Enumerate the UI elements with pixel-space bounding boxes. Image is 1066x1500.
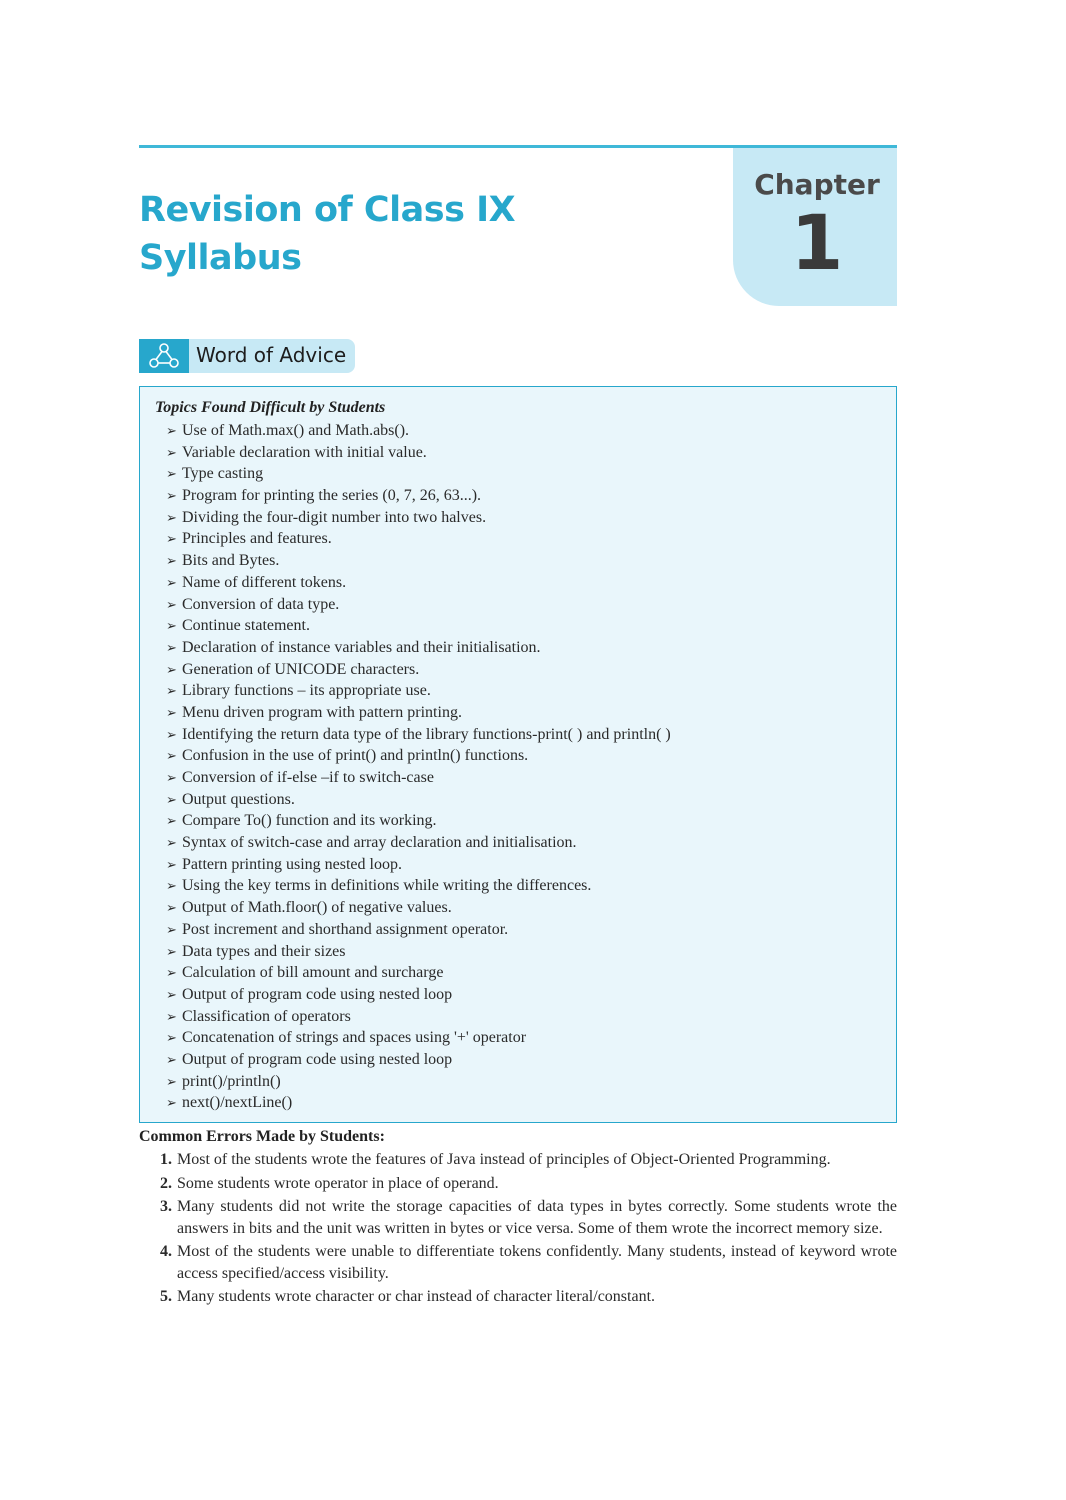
word-of-advice-header <box>139 339 355 373</box>
topic-item <box>166 507 671 529</box>
network-nodes-icon <box>139 339 189 373</box>
arrow-bullet-icon: ➢ <box>166 1073 177 1089</box>
topic-text: Type casting <box>182 465 264 483</box>
topic-item <box>166 962 671 984</box>
topic-item <box>166 680 671 702</box>
topic-text: Pattern printing using nested loop. <box>182 855 402 873</box>
topic-text: Declaration of instance variables and their initialisation. <box>182 638 541 656</box>
topic-text: next()/nextLine() <box>182 1094 293 1112</box>
arrow-bullet-icon: ➢ <box>166 661 177 677</box>
arrow-bullet-icon: ➢ <box>166 1051 177 1067</box>
arrow-bullet-icon: ➢ <box>166 986 177 1002</box>
topic-item <box>166 659 671 681</box>
topic-text: Output questions. <box>182 790 295 808</box>
topic-text: Menu driven program with pattern printing. <box>182 703 462 721</box>
topic-item <box>166 528 671 550</box>
error-text: Most of the students wrote the features of Java instead of principles of Object-Oriented Programming. <box>177 1151 831 1168</box>
arrow-bullet-icon: ➢ <box>166 553 177 569</box>
arrow-bullet-icon: ➢ <box>166 618 177 634</box>
chapter-title-line-1: Revision of Class IX <box>139 190 516 230</box>
error-number: 3. <box>160 1198 172 1215</box>
topic-text: Conversion of if-else –if to switch-case <box>182 769 434 786</box>
arrow-bullet-icon: ➢ <box>166 423 177 438</box>
error-text: Many students wrote character or char instead of character literal/constant. <box>177 1288 656 1305</box>
topic-item <box>166 745 671 767</box>
error-number: 1. <box>160 1151 172 1168</box>
topic-item <box>166 1049 671 1071</box>
error-item <box>160 1149 897 1171</box>
topic-item <box>166 810 671 832</box>
topic-item <box>166 832 671 854</box>
topic-text: Principles and features. <box>182 530 332 548</box>
topic-text: Output of Math.floor() of negative values. <box>182 899 452 917</box>
topic-item <box>166 941 671 963</box>
error-item <box>160 1241 897 1284</box>
topic-text: Compare To() function and its working. <box>182 812 437 830</box>
arrow-bullet-icon: ➢ <box>166 965 177 981</box>
topic-item <box>166 550 671 572</box>
arrow-bullet-icon: ➢ <box>166 791 177 807</box>
arrow-bullet-icon: ➢ <box>166 748 177 764</box>
topic-item <box>166 442 671 464</box>
error-text: Many students did not write the storage capacities of data types in bytes correctly. Some students wrote the answers in bits and the unit was written in bytes or vice versa. Some of them wrote the incorrect memory size. <box>177 1198 897 1237</box>
topic-text: Generation of UNICODE characters. <box>182 660 420 678</box>
topic-text: Output of program code using nested loop <box>182 985 453 1003</box>
arrow-bullet-icon: ➢ <box>166 466 177 482</box>
arrow-bullet-icon: ➢ <box>166 639 177 655</box>
topic-item <box>166 984 671 1006</box>
topic-text: Concatenation of strings and spaces using '+' operator <box>182 1029 527 1047</box>
topic-item <box>166 420 671 442</box>
topic-item <box>166 789 671 811</box>
error-text: Some students wrote operator in place of operand. <box>177 1174 499 1192</box>
arrow-bullet-icon: ➢ <box>166 531 177 547</box>
arrow-bullet-icon: ➢ <box>166 1008 177 1024</box>
error-text: Most of the students were unable to differentiate tokens confidently. Many students, instead of keyword wrote access specified/access visibility. <box>177 1243 897 1282</box>
chapter-badge <box>733 148 897 306</box>
error-number: 5. <box>160 1288 172 1305</box>
topic-text: Using the key terms in definitions while writing the differences. <box>182 877 592 895</box>
topic-item <box>166 724 671 746</box>
topic-item <box>166 919 671 941</box>
topic-text: Calculation of bill amount and surcharge <box>182 964 444 982</box>
arrow-bullet-icon: ➢ <box>166 596 177 612</box>
chapter-number: 1 <box>790 198 844 287</box>
error-number: 2. <box>160 1174 172 1192</box>
error-item <box>160 1286 897 1308</box>
arrow-bullet-icon: ➢ <box>166 1095 177 1111</box>
topic-text: Use of Math.max() and Math.abs(). <box>182 422 410 439</box>
topic-text: Classification of operators <box>182 1007 351 1025</box>
errors-list <box>160 1149 897 1310</box>
arrow-bullet-icon: ➢ <box>166 488 177 504</box>
topic-text: Syntax of switch-case and array declaration and initialisation. <box>182 834 577 852</box>
arrow-bullet-icon: ➢ <box>166 574 177 590</box>
topics-list <box>166 420 671 1114</box>
topic-text: Data types and their sizes <box>182 942 346 960</box>
error-item <box>160 1173 897 1195</box>
error-number: 4. <box>160 1243 172 1260</box>
arrow-bullet-icon: ➢ <box>166 726 177 742</box>
topic-text: Identifying the return data type of the library functions-print( ) and println( ) <box>182 725 671 743</box>
arrow-bullet-icon: ➢ <box>166 813 177 829</box>
topic-item <box>166 615 671 637</box>
topic-item <box>166 463 671 485</box>
arrow-bullet-icon: ➢ <box>166 878 177 894</box>
topic-item <box>166 594 671 616</box>
topic-text: Confusion in the use of print() and println() functions. <box>182 747 529 765</box>
topics-heading: Topics Found Difficult by Students <box>155 399 386 416</box>
arrow-bullet-icon: ➢ <box>166 770 177 785</box>
chapter-label: Chapter <box>754 168 880 201</box>
topic-text: Output of program code using nested loop <box>182 1050 453 1068</box>
arrow-bullet-icon: ➢ <box>166 704 177 720</box>
topic-text: Conversion of data type. <box>182 595 340 613</box>
topic-text: Dividing the four-digit number into two halves. <box>182 508 487 526</box>
arrow-bullet-icon: ➢ <box>166 444 177 460</box>
topic-item <box>166 897 671 919</box>
arrow-bullet-icon: ➢ <box>166 835 177 851</box>
topic-text: Name of different tokens. <box>182 573 347 591</box>
topic-text: Library functions – its appropriate use. <box>182 682 431 700</box>
arrow-bullet-icon: ➢ <box>166 856 177 872</box>
topic-item <box>166 1027 671 1049</box>
topic-item <box>166 637 671 659</box>
topic-text: Continue statement. <box>182 617 310 635</box>
arrow-bullet-icon: ➢ <box>166 683 177 699</box>
topic-item <box>166 572 671 594</box>
chapter-title <box>139 186 659 282</box>
topic-item <box>166 1071 671 1093</box>
arrow-bullet-icon: ➢ <box>166 1030 177 1046</box>
topic-item <box>166 702 671 724</box>
topic-text: Post increment and shorthand assignment operator. <box>182 920 509 938</box>
topic-text: Bits and Bytes. <box>182 552 280 570</box>
topic-text: Variable declaration with initial value. <box>182 443 427 461</box>
topic-item <box>166 875 671 897</box>
section-title: Word of Advice <box>196 343 347 367</box>
chapter-title-line-2: Syllabus <box>139 238 302 278</box>
topic-text: Program for printing the series (0, 7, 26, 63...). <box>182 487 482 505</box>
arrow-bullet-icon: ➢ <box>166 509 177 525</box>
errors-heading: Common Errors Made by Students: <box>139 1128 385 1145</box>
arrow-bullet-icon: ➢ <box>166 921 177 937</box>
error-item <box>160 1196 897 1239</box>
arrow-bullet-icon: ➢ <box>166 943 177 959</box>
topic-item <box>166 854 671 876</box>
topic-item <box>166 1092 671 1114</box>
arrow-bullet-icon: ➢ <box>166 900 177 916</box>
topic-item <box>166 485 671 507</box>
topic-item <box>166 1006 671 1028</box>
topic-text: print()/println() <box>182 1072 281 1090</box>
advice-box <box>139 386 897 1123</box>
topic-item <box>166 767 671 789</box>
